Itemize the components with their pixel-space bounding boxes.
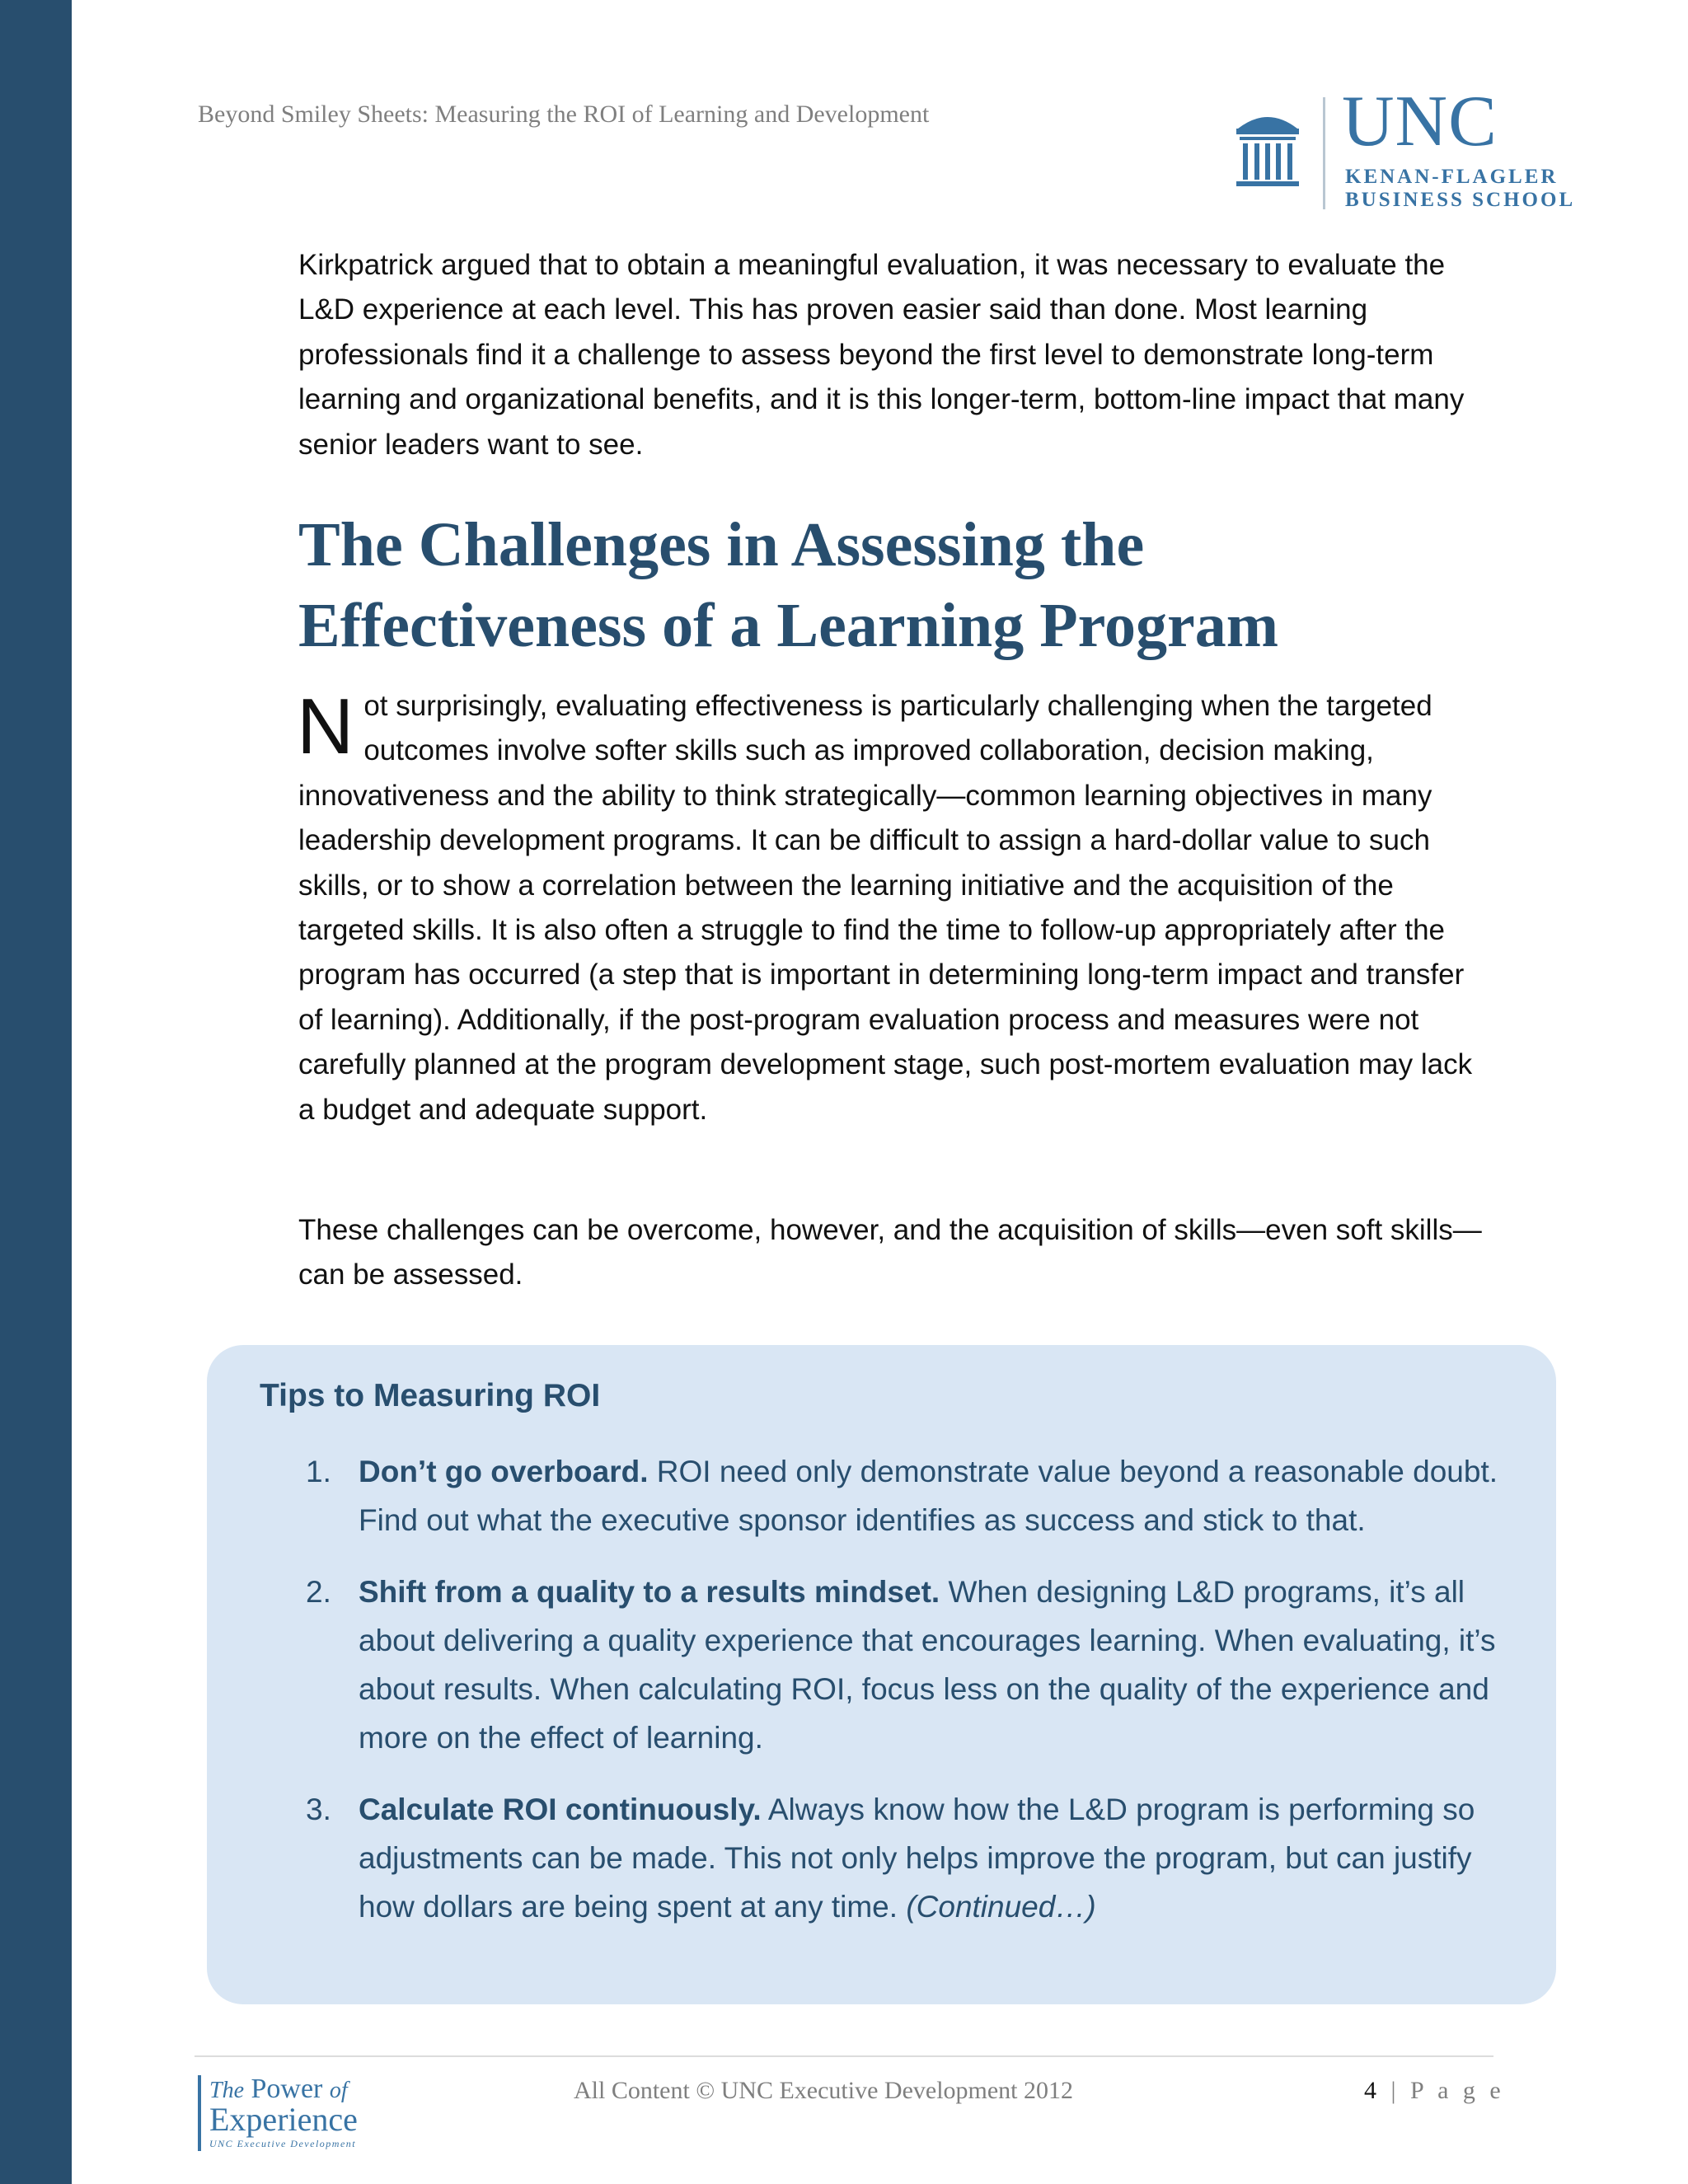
footer-divider	[195, 2055, 1493, 2057]
tip-item	[207, 1785, 1556, 1931]
tip-text: Always know how the L&D program is performing so adjustments can be made. This not only helps improve the program, but can justify how dollars are being spent at any time.	[359, 1793, 1475, 1924]
tip-text: ROI need only demonstrate value beyond a reasonable doubt. Find out what the executive sponsor identifies as success and stick to that.	[359, 1455, 1498, 1537]
intro-paragraph: Kirkpatrick argued that to obtain a meaningful evaluation, it was necessary to evaluate the L&D experience at each level. This has proven easier said than done. Most learning professionals find it a challenge to assess beyond the first level to demonstrate long-term learning and organizational benefits, and it is this longer-term, bottom-line impact that many senior leaders want to see.	[298, 249, 1465, 461]
tip-title: Calculate ROI continuously.	[359, 1793, 762, 1826]
tips-callout-box	[207, 1345, 1556, 2004]
logo-divider	[1323, 97, 1325, 209]
tip-title: Shift from a quality to a results mindset.	[359, 1575, 940, 1609]
logo-subtitle-line1: KENAN-FLAGLER	[1345, 166, 1559, 188]
tip-text: When designing L&D programs, it’s all about delivering a quality experience that encourages learning. When evaluating, it’s about results. When calculating ROI, focus less on the quality of the experience and more on the effect of learning.	[359, 1575, 1496, 1755]
challenges-paragraph	[298, 684, 1493, 1132]
footer-logo-tagline: UNC Executive Development	[209, 2138, 357, 2149]
tips-list	[207, 1447, 1556, 1954]
tips-title: Tips to Measuring ROI	[260, 1378, 601, 1413]
closing-paragraph: These challenges can be overcome, however, and the acquisition of skills—even soft skills—can be assessed.	[298, 1214, 1482, 1291]
challenges-paragraph-text: ot surprisingly, evaluating effectiveness is particularly challenging when the targeted outcomes involve softer skills such as improved collaboration, decision making, innovativeness and the ability to think strategically—common learning objectives in many leadership development programs. It can be difficult to assign a hard-dollar value to such skills, or to show a correlation between the learning initiative and the acquisition of the targeted skills. It is also often a struggle to find the time to follow-up appropriately after the program has occurred (a step that is important in determining long-term impact and transfer of learning). Additionally, if the post-program evaluation process and measures were not carefully planned at the program development stage, such post-mortem evaluation may lack a budget and adequate support.	[298, 690, 1473, 1126]
logo-subtitle-line2: BUSINESS SCHOOL	[1345, 189, 1576, 211]
footer-logo-bar	[198, 2075, 201, 2151]
tip-number: 1.	[306, 1455, 331, 1488]
tip-title: Don’t go overboard.	[359, 1455, 649, 1488]
footer-logo-line1: The Power of	[209, 2074, 348, 2104]
left-accent-bar	[0, 0, 72, 2184]
old-well-icon	[1233, 104, 1302, 194]
unc-kenan-flagler-logo	[1233, 82, 1604, 213]
footer-copyright: All Content © UNC Executive Development 2012	[574, 2077, 1074, 2104]
tip-number: 2.	[306, 1575, 331, 1609]
tip-item	[207, 1447, 1556, 1544]
tip-number: 3.	[306, 1793, 331, 1826]
tip-continued-note: (Continued…)	[906, 1890, 1096, 1924]
power-of-experience-logo	[198, 2074, 412, 2156]
footer-page-number: 4 | P a g e	[1364, 2077, 1505, 2104]
section-heading: The Challenges in Assessing the Effectiveness of a Learning Program	[298, 510, 1279, 660]
drop-cap: N	[297, 682, 354, 771]
tip-item	[207, 1568, 1556, 1762]
footer-logo-experience: Experience	[209, 2101, 358, 2138]
logo-unc-wordmark: UNC	[1342, 82, 1498, 162]
running-header-title: Beyond Smiley Sheets: Measuring the ROI of Learning and Development	[198, 101, 930, 128]
